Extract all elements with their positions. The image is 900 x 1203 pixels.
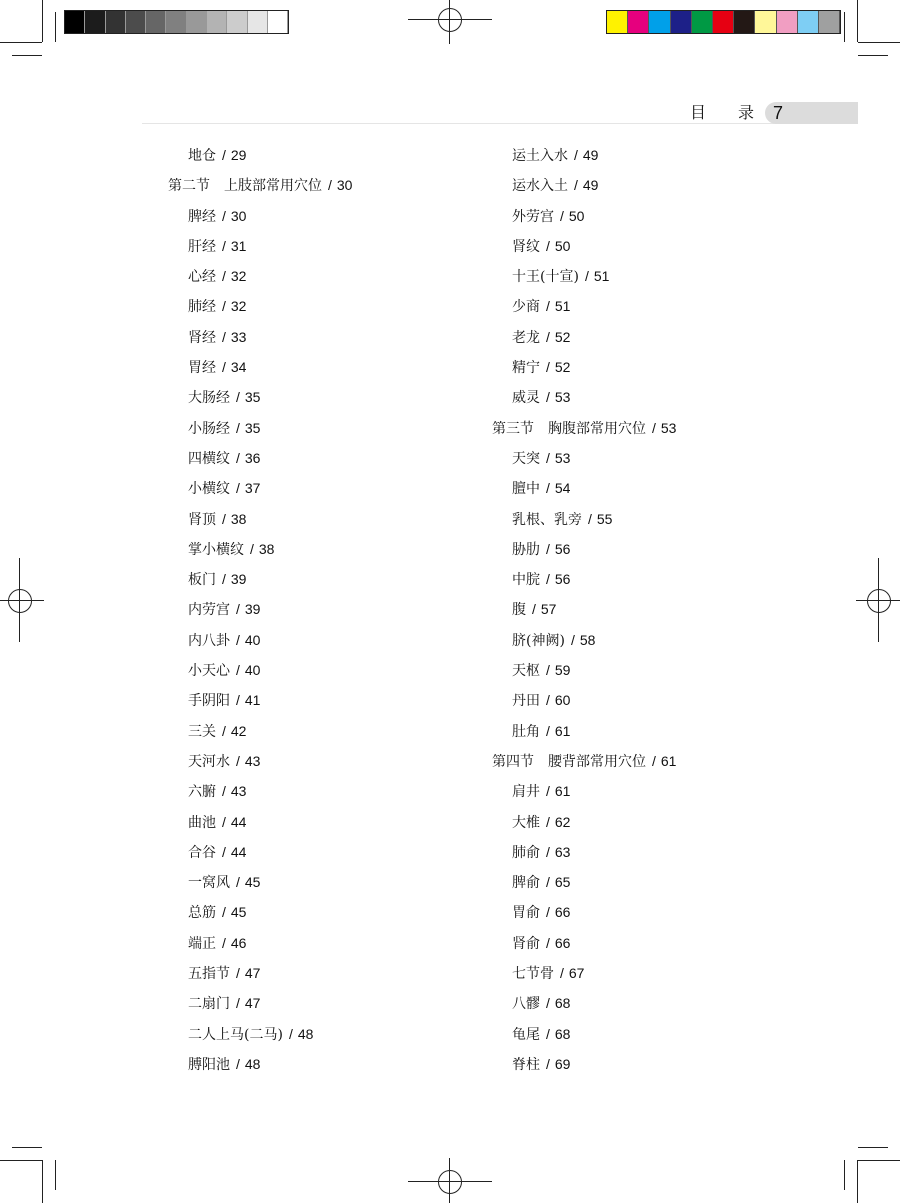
toc-section-heading[interactable] <box>492 749 676 779</box>
color-swatch <box>734 11 755 33</box>
toc-separator: / <box>222 934 226 951</box>
toc-separator: / <box>574 177 578 194</box>
toc-page-number: 59 <box>554 662 571 679</box>
toc-separator: / <box>546 1055 550 1072</box>
toc-entry-label: 七节骨 <box>512 966 554 983</box>
toc-page-number: 30 <box>336 177 353 194</box>
toc-page-number: 50 <box>568 207 585 224</box>
toc-entry-label: 肩井 <box>512 784 540 801</box>
toc-entry-label: 肾纹 <box>512 238 540 255</box>
toc-entry-label: 第三节 胸腹部常用穴位 <box>492 420 646 437</box>
toc-entry[interactable] <box>492 1052 676 1082</box>
toc-separator: / <box>546 298 550 315</box>
color-swatch <box>713 11 734 33</box>
toc-page-number: 57 <box>540 601 557 618</box>
toc-page-number: 39 <box>244 601 261 618</box>
toc-page-number: 45 <box>244 874 261 891</box>
toc-entry[interactable] <box>168 325 352 355</box>
toc-entry-label: 胁肋 <box>512 541 540 558</box>
toc-separator: / <box>546 480 550 497</box>
toc-separator: / <box>236 631 240 648</box>
toc-separator: / <box>546 783 550 800</box>
toc-entry[interactable] <box>492 567 676 597</box>
toc-entry[interactable] <box>168 446 352 476</box>
toc-separator: / <box>546 449 550 466</box>
toc-entry-label: 板门 <box>188 572 216 589</box>
toc-entry[interactable] <box>492 325 676 355</box>
toc-separator: / <box>546 995 550 1012</box>
toc-page-number: 63 <box>554 843 571 860</box>
toc-entry-label: 肺经 <box>188 299 216 316</box>
toc-page-number: 35 <box>244 389 261 406</box>
toc-entry[interactable] <box>168 688 352 718</box>
toc-separator: / <box>652 419 656 436</box>
gray-swatch <box>166 11 186 33</box>
toc-separator: / <box>222 904 226 921</box>
toc-separator: / <box>546 328 550 345</box>
toc-separator: / <box>222 783 226 800</box>
toc-entry-label: 大椎 <box>512 814 540 831</box>
toc-separator: / <box>222 298 226 315</box>
color-swatch <box>607 11 628 33</box>
grayscale-calibration-bar <box>64 10 289 34</box>
toc-entry[interactable] <box>492 446 676 476</box>
toc-separator: / <box>236 389 240 406</box>
toc-entry[interactable] <box>168 749 352 779</box>
toc-separator: / <box>546 813 550 830</box>
toc-page-number: 47 <box>244 995 261 1012</box>
toc-separator: / <box>222 722 226 739</box>
toc-page-number: 67 <box>568 965 585 982</box>
toc-page-number: 47 <box>244 965 261 982</box>
toc-page-number: 61 <box>660 752 677 769</box>
toc-entry[interactable] <box>492 931 676 961</box>
toc-entry-label: 合谷 <box>188 844 216 861</box>
gray-swatch <box>106 11 126 33</box>
toc-entry-label: 一窝风 <box>188 875 230 892</box>
toc-entry-label: 三关 <box>188 723 216 740</box>
toc-separator: / <box>652 752 656 769</box>
toc-separator: / <box>236 965 240 982</box>
toc-entry-label: 第二节 上肢部常用穴位 <box>168 178 322 195</box>
toc-separator: / <box>588 510 592 527</box>
toc-entry[interactable] <box>168 143 352 173</box>
toc-page-number: 65 <box>554 874 571 891</box>
toc-page-number: 38 <box>230 510 247 527</box>
toc-separator: / <box>236 601 240 618</box>
toc-page-number: 68 <box>554 1025 571 1042</box>
toc-entry-label: 四横纹 <box>188 450 230 467</box>
toc-separator: / <box>546 904 550 921</box>
color-swatch <box>755 11 776 33</box>
toc-separator: / <box>222 571 226 588</box>
color-swatch <box>777 11 798 33</box>
toc-section-heading[interactable] <box>168 173 352 203</box>
toc-entry[interactable] <box>168 507 352 537</box>
toc-entry[interactable] <box>492 900 676 930</box>
toc-page-number: 33 <box>230 328 247 345</box>
color-calibration-bar <box>606 10 841 34</box>
page-number: 7 <box>773 103 784 123</box>
toc-entry[interactable] <box>492 840 676 870</box>
toc-entry-label: 肚角 <box>512 723 540 740</box>
toc-entry-label: 肾俞 <box>512 935 540 952</box>
toc-page-number: 41 <box>244 692 261 709</box>
toc-page-number: 68 <box>554 995 571 1012</box>
toc-separator: / <box>546 359 550 376</box>
color-swatch <box>628 11 649 33</box>
toc-entry[interactable] <box>492 264 676 294</box>
toc-entry[interactable] <box>492 870 676 900</box>
toc-entry-label: 腹 <box>512 602 526 619</box>
toc-entry-label: 二人上马(二马) <box>188 1026 283 1043</box>
toc-entry[interactable] <box>168 1022 352 1052</box>
toc-entry[interactable] <box>168 385 352 415</box>
toc-entry-label: 小横纹 <box>188 481 230 498</box>
toc-page-number: 55 <box>596 510 613 527</box>
toc-page-number: 56 <box>554 540 571 557</box>
gray-swatch <box>85 11 105 33</box>
toc-entry[interactable] <box>492 537 676 567</box>
toc-entry-label: 脾经 <box>188 208 216 225</box>
gray-swatch <box>146 11 166 33</box>
toc-entry-label: 天突 <box>512 450 540 467</box>
toc-page-number: 31 <box>230 237 247 254</box>
toc-entry[interactable] <box>492 688 676 718</box>
toc-separator: / <box>222 268 226 285</box>
toc-separator: / <box>236 1055 240 1072</box>
toc-entry[interactable] <box>492 204 676 234</box>
toc-entry[interactable] <box>168 658 352 688</box>
toc-entry-label: 老龙 <box>512 329 540 346</box>
toc-separator: / <box>222 843 226 860</box>
toc-separator: / <box>288 1025 293 1042</box>
gray-swatch <box>187 11 207 33</box>
toc-entry-label: 肾经 <box>188 329 216 346</box>
toc-separator: / <box>222 147 226 163</box>
toc-page-number: 54 <box>554 480 571 497</box>
toc-page-number: 32 <box>230 298 247 315</box>
toc-entry[interactable] <box>168 597 352 627</box>
toc-page-number: 51 <box>593 268 610 285</box>
toc-entry-label: 肺俞 <box>512 844 540 861</box>
toc-entry[interactable] <box>168 961 352 991</box>
toc-entry-label: 运土入水 <box>512 148 568 164</box>
toc-entry-label: 内劳宫 <box>188 602 230 619</box>
toc-section-heading[interactable] <box>492 416 676 446</box>
toc-page-number: 52 <box>554 359 571 376</box>
toc-entry-label: 曲池 <box>188 814 216 831</box>
toc-entry[interactable] <box>492 476 676 506</box>
toc-entry-label: 丹田 <box>512 693 540 710</box>
toc-page-number: 45 <box>230 904 247 921</box>
toc-page-number: 66 <box>554 934 571 951</box>
gray-swatch <box>126 11 146 33</box>
gray-swatch <box>248 11 268 33</box>
toc-separator: / <box>546 571 550 588</box>
toc-entry[interactable] <box>492 991 676 1021</box>
toc-right-column <box>492 143 676 1082</box>
toc-entry-label: 大肠经 <box>188 390 230 407</box>
toc-entry[interactable] <box>492 294 676 324</box>
toc-separator: / <box>236 874 240 891</box>
toc-entry-label: 第四节 腰背部常用穴位 <box>492 753 646 770</box>
toc-entry-label: 精宁 <box>512 360 540 377</box>
toc-entry[interactable] <box>492 719 676 749</box>
toc-page-number: 52 <box>554 328 571 345</box>
toc-page-number: 34 <box>230 359 247 376</box>
toc-separator: / <box>546 934 550 951</box>
toc-separator: / <box>222 237 226 254</box>
toc-page-number: 49 <box>582 147 599 163</box>
toc-separator: / <box>222 207 226 224</box>
toc-entry-label: 胃经 <box>188 360 216 377</box>
toc-entry-label: 地仓 <box>188 148 216 164</box>
toc-entry[interactable] <box>168 537 352 567</box>
toc-separator: / <box>222 328 226 345</box>
toc-page-number: 44 <box>230 843 247 860</box>
toc-entry-label: 小肠经 <box>188 420 230 437</box>
toc-page-number: 39 <box>230 571 247 588</box>
toc-separator: / <box>236 692 240 709</box>
toc-page-number: 32 <box>230 268 247 285</box>
toc-page-number: 38 <box>258 540 275 557</box>
toc-entry[interactable] <box>168 779 352 809</box>
toc-page-number: 29 <box>230 147 247 163</box>
color-swatch <box>692 11 713 33</box>
toc-entry-label: 内八卦 <box>188 632 230 649</box>
toc-entry[interactable] <box>492 779 676 809</box>
toc-separator: / <box>222 359 226 376</box>
toc-entry-label: 脾俞 <box>512 875 540 892</box>
color-swatch <box>649 11 670 33</box>
toc-page-number: 66 <box>554 904 571 921</box>
toc-entry-label: 胃俞 <box>512 905 540 922</box>
toc-entry-label: 掌小横纹 <box>188 541 244 558</box>
toc-left-column <box>168 143 352 1082</box>
color-swatch <box>798 11 819 33</box>
toc-entry-label: 运水入土 <box>512 178 568 195</box>
toc-page-number: 53 <box>660 419 677 436</box>
toc-separator: / <box>546 874 550 891</box>
gray-swatch <box>268 11 288 33</box>
toc-page-number: 48 <box>244 1055 261 1072</box>
toc-page-number: 56 <box>554 571 571 588</box>
toc-entry-label: 手阴阳 <box>188 693 230 710</box>
toc-entry[interactable] <box>492 658 676 688</box>
toc-separator: / <box>570 631 575 648</box>
toc-page-number: 42 <box>230 722 247 739</box>
toc-entry-label: 膊阳池 <box>188 1056 230 1073</box>
toc-entry[interactable] <box>168 416 352 446</box>
toc-page-number: 49 <box>582 177 599 194</box>
toc-entry-label: 八髎 <box>512 996 540 1013</box>
toc-separator: / <box>546 843 550 860</box>
toc-entry[interactable] <box>168 840 352 870</box>
toc-entry[interactable] <box>492 173 676 203</box>
title-part-2: 录 <box>738 103 755 122</box>
toc-entry-label: 中脘 <box>512 572 540 589</box>
toc-page-number: 48 <box>297 1025 314 1042</box>
toc-entry[interactable] <box>168 294 352 324</box>
toc-separator: / <box>546 692 550 709</box>
header-rule <box>142 123 858 124</box>
toc-entry-label: 二扇门 <box>188 996 230 1013</box>
toc-separator: / <box>584 268 589 285</box>
toc-separator: / <box>236 449 240 466</box>
toc-entry-label: 心经 <box>188 269 216 286</box>
toc-entry-label: 威灵 <box>512 390 540 407</box>
toc-separator: / <box>222 510 226 527</box>
toc-entry[interactable] <box>492 385 676 415</box>
toc-separator: / <box>546 1025 550 1042</box>
title-part-1: 目 <box>690 103 707 122</box>
toc-entry[interactable] <box>492 143 676 173</box>
toc-separator: / <box>560 207 564 224</box>
toc-page-number: 40 <box>244 662 261 679</box>
toc-separator: / <box>236 419 240 436</box>
gray-swatch <box>65 11 85 33</box>
toc-entry[interactable] <box>492 355 676 385</box>
color-swatch <box>819 11 840 33</box>
toc-entry[interactable] <box>492 810 676 840</box>
toc-entry[interactable] <box>168 264 352 294</box>
toc-entry-label: 端正 <box>188 935 216 952</box>
toc-entry-label: 天枢 <box>512 663 540 680</box>
toc-entry[interactable] <box>168 628 352 658</box>
toc-entry-label: 乳根、乳旁 <box>512 511 582 528</box>
toc-entry-label: 肝经 <box>188 238 216 255</box>
toc-separator: / <box>574 147 578 163</box>
toc-page-number: 35 <box>244 419 261 436</box>
toc-entry[interactable] <box>492 507 676 537</box>
toc-separator: / <box>546 237 550 254</box>
toc-page-number: 61 <box>554 783 571 800</box>
toc-entry[interactable] <box>168 567 352 597</box>
toc-entry-label: 少商 <box>512 299 540 316</box>
toc-entry-label: 外劳宫 <box>512 208 554 225</box>
toc-entry[interactable] <box>168 931 352 961</box>
toc-entry[interactable] <box>168 355 352 385</box>
toc-separator: / <box>560 965 564 982</box>
toc-page-number: 44 <box>230 813 247 830</box>
toc-entry[interactable] <box>492 961 676 991</box>
toc-entry[interactable] <box>492 234 676 264</box>
toc-page-number: 58 <box>579 631 596 648</box>
toc-page-number: 40 <box>244 631 261 648</box>
toc-entry-label: 五指节 <box>188 966 230 983</box>
toc-entry-label: 脐(神阙) <box>512 632 565 649</box>
toc-entry-label: 六腑 <box>188 784 216 801</box>
toc-entry[interactable] <box>168 204 352 234</box>
toc-entry-label: 十王(十宣) <box>512 269 579 286</box>
gray-swatch <box>227 11 247 33</box>
toc-entry[interactable] <box>492 597 676 627</box>
toc-entry-label: 肾顶 <box>188 511 216 528</box>
toc-separator: / <box>546 540 550 557</box>
toc-page-number: 69 <box>554 1055 571 1072</box>
toc-page-number: 46 <box>230 934 247 951</box>
toc-separator: / <box>328 177 332 194</box>
toc-entry-label: 天河水 <box>188 753 230 770</box>
toc-page-number: 62 <box>554 813 571 830</box>
toc-entry[interactable] <box>492 628 676 658</box>
toc-entry[interactable] <box>168 719 352 749</box>
toc-separator: / <box>236 995 240 1012</box>
toc-entry-label: 小天心 <box>188 663 230 680</box>
toc-separator: / <box>546 722 550 739</box>
gray-swatch <box>207 11 227 33</box>
toc-separator: / <box>236 480 240 497</box>
toc-entry-label: 龟尾 <box>512 1026 540 1043</box>
toc-entry[interactable] <box>168 810 352 840</box>
toc-page-number: 50 <box>554 237 571 254</box>
toc-entry[interactable] <box>168 234 352 264</box>
toc-separator: / <box>546 389 550 406</box>
toc-separator: / <box>236 662 240 679</box>
toc-separator: / <box>546 662 550 679</box>
toc-page-number: 43 <box>244 752 261 769</box>
toc-page-number: 43 <box>230 783 247 800</box>
color-swatch <box>671 11 692 33</box>
toc-page-number: 61 <box>554 722 571 739</box>
toc-page-number: 36 <box>244 449 261 466</box>
toc-entry[interactable] <box>168 870 352 900</box>
toc-separator: / <box>250 540 254 557</box>
toc-page-number: 37 <box>244 480 261 497</box>
toc-separator: / <box>236 752 240 769</box>
toc-entry[interactable] <box>168 476 352 506</box>
toc-page-number: 53 <box>554 449 571 466</box>
toc-page-number: 53 <box>554 389 571 406</box>
toc-page-number: 60 <box>554 692 571 709</box>
toc-separator: / <box>532 601 536 618</box>
toc-entry[interactable] <box>168 991 352 1021</box>
toc-entry[interactable] <box>168 1052 352 1082</box>
toc-page-number: 30 <box>230 207 247 224</box>
toc-entry[interactable] <box>168 900 352 930</box>
toc-entry-label: 总筋 <box>188 905 216 922</box>
toc-separator: / <box>222 813 226 830</box>
toc-entry-label: 脊柱 <box>512 1056 540 1073</box>
toc-entry-label: 膻中 <box>512 481 540 498</box>
toc-page-number: 51 <box>554 298 571 315</box>
toc-entry[interactable] <box>492 1022 676 1052</box>
